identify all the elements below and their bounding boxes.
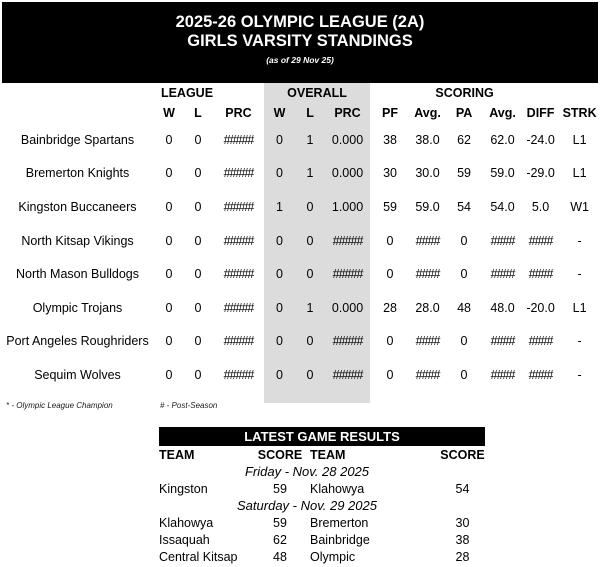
standings-row: Bainbridge Spartans 0 0 ##### 0 1 0.000 38 38.0 62 62.0 -24.0 L1 [0,123,600,157]
footnote-post-season: # - Post-Season [160,401,218,410]
standings-row: Sequim Wolves 0 0 ##### 0 0 ##### 0 #### 0 #### #### - [0,358,600,392]
group-header-row [0,83,600,103]
standings-row: North Kitsap Vikings 0 0 ##### 0 0 ##### 0 #### 0 #### #### - [0,224,600,258]
standings-row: Bremerton Knights 0 0 ##### 0 1 0.000 30 30.0 59 59.0 -29.0 L1 [0,157,600,191]
results-game-row: Kingston 59 Klahowya 54 [159,481,470,496]
team-name: Bainbridge Spartans [20,132,135,147]
col-pf-avg: Avg. [414,106,441,120]
team-name: Port Angeles Roughriders [6,334,149,349]
results-col-score-1: SCORE [257,447,303,462]
team-name: Bremerton Knights [25,166,130,181]
results-col-team-1: TEAM [159,447,195,462]
results-game-row: Central Kitsap 48 Olympic 28 [159,549,470,564]
col-pa-avg: Avg. [489,106,516,120]
standings-row: Kingston Buccaneers 0 0 ##### 1 0 1.000 59 59.0 54 54.0 5.0 W1 [0,190,600,224]
col-diff: DIFF [526,106,555,120]
team-name: North Kitsap Vikings [21,233,134,248]
col-overall-w: W [264,103,295,123]
results-header-row [159,446,495,463]
title-line-1: 2025-26 OLYMPIC LEAGUE (2A) [175,13,425,31]
results-col-team-2: TEAM [310,447,346,462]
team-name: Kingston Buccaneers [18,199,137,214]
col-overall-l: L [295,103,325,123]
results-date-row: Saturday - Nov. 29 2025 [237,498,377,513]
results-col-score-2: SCORE [440,447,485,462]
overall-group-header: OVERALL [264,83,370,103]
col-league-l: L [194,106,202,120]
footnote-league-champion: * - Olympic League Champion [6,401,113,410]
results-game-row: Klahowya 59 Bremerton 30 [159,515,470,530]
col-league-prc: PRC [225,106,252,120]
title-line-2: GIRLS VARSITY STANDINGS [187,32,413,50]
col-strk: STRK [562,106,597,120]
standings-table [0,83,600,403]
team-name: Sequim Wolves [34,367,121,382]
results-game-row: Issaquah 62 Bainbridge 38 [159,532,470,547]
results-date-row: Friday - Nov. 28 2025 [244,464,370,479]
latest-game-results-section [159,427,495,565]
results-table [159,446,495,565]
as-of-date: (as of 29 Nov 25) [266,55,334,65]
standings-row: Port Angeles Roughriders 0 0 ##### 0 0 ##### 0 #### 0 #### #### - [0,325,600,359]
standings-row: North Mason Bulldogs 0 0 ##### 0 0 ##### 0 #### 0 #### #### - [0,257,600,291]
results-title-bar: LATEST GAME RESULTS [159,427,485,446]
col-league-w: W [163,106,175,120]
team-name: North Mason Bulldogs [16,267,139,282]
page-title-banner [2,2,598,83]
league-group-header: LEAGUE [160,86,214,100]
col-pf: PF [382,106,399,120]
column-header-row [0,103,600,123]
scoring-group-header: SCORING [435,86,494,100]
col-pa: PA [455,106,473,120]
col-overall-prc: PRC [325,103,370,123]
standings-row: Olympic Trojans 0 0 ##### 0 1 0.000 28 28.0 48 48.0 -20.0 L1 [0,291,600,325]
team-name: Olympic Trojans [32,300,123,315]
